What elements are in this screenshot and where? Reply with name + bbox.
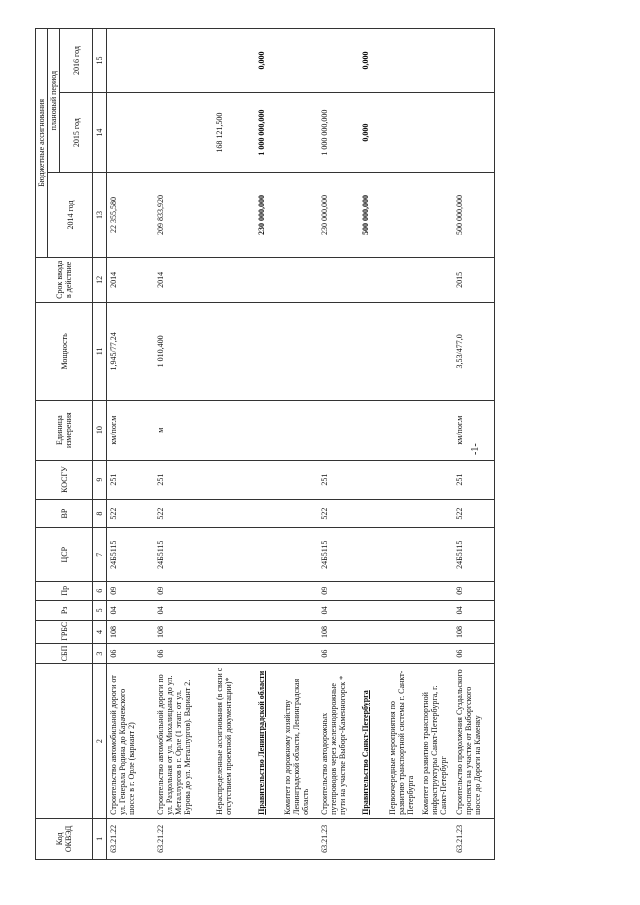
- unit-cell: [359, 400, 386, 460]
- pr-cell: [359, 582, 386, 601]
- desc-cell: Комитет по дорожному хозяйству Ленинградской области, Ленинградская область: [281, 664, 318, 818]
- sbp-cell: 06: [154, 643, 213, 664]
- y2015-cell: [419, 92, 454, 172]
- capacity-cell: [281, 302, 318, 400]
- y2016-cell: [281, 29, 318, 93]
- sbp-cell: [213, 643, 254, 664]
- table-row: [386, 29, 419, 860]
- vr-cell: 522: [107, 499, 154, 528]
- csr-cell: [419, 528, 454, 582]
- sbp-cell: 06: [107, 643, 154, 664]
- kosgu-cell: 251: [318, 460, 359, 499]
- srok-cell: [255, 257, 282, 302]
- okved-cell: [213, 818, 254, 859]
- y2016-cell: [213, 29, 254, 93]
- csr-cell: [281, 528, 318, 582]
- y2014-cell: [281, 173, 318, 257]
- pr-cell: 09: [318, 582, 359, 601]
- desc-cell: Нераспределенные ассигнования (в связи с отсутствием проектной документации)*: [213, 664, 254, 818]
- srok-cell: [386, 257, 419, 302]
- header-2014: 2014 год: [48, 173, 93, 257]
- capacity-cell: 3,53/477,0: [453, 302, 494, 400]
- grbs-cell: 108: [154, 621, 213, 644]
- y2016-cell: [318, 29, 359, 93]
- desc-cell: Строительство автодорожных путепроводов через железнодорожные пути на участке Выборг-Каменногорск *: [318, 664, 359, 818]
- okved-cell: 63.21.23: [453, 818, 494, 859]
- okved-cell: [419, 818, 454, 859]
- header-2015: 2015 год: [60, 92, 93, 172]
- table-row: [419, 29, 454, 860]
- csr-cell: [386, 528, 419, 582]
- vr-cell: [419, 499, 454, 528]
- colnum-1: 1: [93, 818, 107, 859]
- y2016-cell: [386, 29, 419, 93]
- y2014-cell: 500 000,000: [453, 173, 494, 257]
- header-plan: плановый период: [48, 29, 60, 173]
- csr-cell: [213, 528, 254, 582]
- capacity-cell: [359, 302, 386, 400]
- desc-cell: Комитет по развитию транспортной инфраструктуры Санкт-Петербурга, г. Санкт-Петербург: [419, 664, 454, 818]
- desc-cell: Правительство Санкт-Петербурга: [359, 664, 386, 818]
- colnum-12: 12: [93, 257, 107, 302]
- y2014-cell: [213, 173, 254, 257]
- sbp-cell: [359, 643, 386, 664]
- srok-cell: [318, 257, 359, 302]
- table-row: [107, 29, 154, 860]
- y2016-cell: 0,000: [359, 29, 386, 93]
- table-row: [281, 29, 318, 860]
- okved-cell: 63.21.22: [154, 818, 213, 859]
- kosgu-cell: [281, 460, 318, 499]
- kosgu-cell: [359, 460, 386, 499]
- y2014-cell: [386, 173, 419, 257]
- colnum-3: 3: [93, 643, 107, 664]
- page-number: -1-: [470, 443, 481, 455]
- okved-cell: 63.21.23: [318, 818, 359, 859]
- okved-cell: [386, 818, 419, 859]
- capacity-cell: 1,945/77,24: [107, 302, 154, 400]
- y2015-cell: 0,000: [359, 92, 386, 172]
- csr-cell: 24Б5115: [318, 528, 359, 582]
- header-kosgu: КОСГУ: [36, 460, 93, 499]
- sbp-cell: [281, 643, 318, 664]
- header-rz: Рз: [36, 600, 93, 621]
- desc-cell: Строительство продолжения Суздальского проспекта на участке от Выборгского шоссе до Дороги на Каменку: [453, 664, 494, 818]
- desc-cell: Строительство автомобильной дороги по ул. Раздольная от ул. Михалицына до ул. Металлургов в г. Орле (1 этап: от ул. Бурова до ул. Металлургов). Вариант 2.: [154, 664, 213, 818]
- kosgu-cell: 251: [154, 460, 213, 499]
- header-vr: ВР: [36, 499, 93, 528]
- colnum-5: 5: [93, 600, 107, 621]
- okved-cell: 63.21.22: [107, 818, 154, 859]
- okved-cell: [281, 818, 318, 859]
- unit-cell: м: [154, 400, 213, 460]
- kosgu-cell: [386, 460, 419, 499]
- y2014-cell: 209 833,920: [154, 173, 213, 257]
- vr-cell: [213, 499, 254, 528]
- rz-cell: [255, 600, 282, 621]
- srok-cell: 2014: [107, 257, 154, 302]
- desc-cell: Первоочередные мероприятия по развитию транспортной системы г. Санкт-Петербурга: [386, 664, 419, 818]
- pr-cell: [255, 582, 282, 601]
- pr-cell: 09: [154, 582, 213, 601]
- y2015-cell: [453, 92, 494, 172]
- unit-cell: км/пог.м: [107, 400, 154, 460]
- y2015-cell: [154, 92, 213, 172]
- colnum-13: 13: [93, 173, 107, 257]
- rz-cell: [419, 600, 454, 621]
- rz-cell: [213, 600, 254, 621]
- y2015-cell: [281, 92, 318, 172]
- y2016-cell: [453, 29, 494, 93]
- srok-cell: [281, 257, 318, 302]
- kosgu-cell: 251: [107, 460, 154, 499]
- sbp-cell: [255, 643, 282, 664]
- colnum-8: 8: [93, 499, 107, 528]
- rz-cell: [359, 600, 386, 621]
- header-grbs: ГРБС: [36, 621, 93, 644]
- header-capacity: Мощность: [36, 302, 93, 400]
- header-pr: Пр: [36, 582, 93, 601]
- vr-cell: 522: [154, 499, 213, 528]
- grbs-cell: 108: [318, 621, 359, 644]
- y2015-cell: [386, 92, 419, 172]
- unit-cell: км/пог.м: [453, 400, 494, 460]
- kosgu-cell: [255, 460, 282, 499]
- y2015-cell: [107, 92, 154, 172]
- table-row: [213, 29, 254, 860]
- capacity-cell: [386, 302, 419, 400]
- csr-cell: 24Б5115: [453, 528, 494, 582]
- colnum-4: 4: [93, 621, 107, 644]
- header-csr: ЦСР: [36, 528, 93, 582]
- vr-cell: [255, 499, 282, 528]
- header-srok: Срок ввода в действие: [36, 257, 93, 302]
- unit-cell: [419, 400, 454, 460]
- colnum-6: 6: [93, 582, 107, 601]
- table-row: [318, 29, 359, 860]
- vr-cell: 522: [318, 499, 359, 528]
- rz-cell: [281, 600, 318, 621]
- header-2016: 2016 год: [60, 29, 93, 93]
- unit-cell: [281, 400, 318, 460]
- header-sbp: СБП: [36, 643, 93, 664]
- okved-cell: [359, 818, 386, 859]
- pr-cell: [419, 582, 454, 601]
- kosgu-cell: 251: [453, 460, 494, 499]
- sbp-cell: 06: [453, 643, 494, 664]
- kosgu-cell: [213, 460, 254, 499]
- colnum-9: 9: [93, 460, 107, 499]
- grbs-cell: [359, 621, 386, 644]
- desc-cell: Правительство Ленинградской области: [255, 664, 282, 818]
- unit-cell: [255, 400, 282, 460]
- table-body: [93, 29, 495, 860]
- y2014-cell: 230 000,000: [255, 173, 282, 257]
- csr-cell: [359, 528, 386, 582]
- grbs-cell: [281, 621, 318, 644]
- pr-cell: [281, 582, 318, 601]
- srok-cell: [213, 257, 254, 302]
- srok-cell: [419, 257, 454, 302]
- y2014-cell: 500 000,000: [359, 173, 386, 257]
- header-okved: Код ОКВЭД: [36, 818, 93, 859]
- y2016-cell: [154, 29, 213, 93]
- sbp-cell: [419, 643, 454, 664]
- pr-cell: 09: [453, 582, 494, 601]
- grbs-cell: 108: [107, 621, 154, 644]
- rz-cell: 04: [107, 600, 154, 621]
- rz-cell: 04: [154, 600, 213, 621]
- unit-cell: [318, 400, 359, 460]
- header-unit: Единица измерения: [36, 400, 93, 460]
- kosgu-cell: [419, 460, 454, 499]
- grbs-cell: [255, 621, 282, 644]
- grbs-cell: [386, 621, 419, 644]
- capacity-cell: [419, 302, 454, 400]
- y2015-cell: 1 000 000,000: [318, 92, 359, 172]
- srok-cell: 2015: [453, 257, 494, 302]
- sbp-cell: [386, 643, 419, 664]
- header-budget: Бюджетные ассигнования: [36, 29, 48, 258]
- okved-cell: [255, 818, 282, 859]
- budget-table: [35, 28, 495, 860]
- y2014-cell: 22 355,580: [107, 173, 154, 257]
- grbs-cell: 108: [453, 621, 494, 644]
- rz-cell: [386, 600, 419, 621]
- y2016-cell: 0,000: [255, 29, 282, 93]
- desc-cell: Строительство автомобильной дороги от ул. Генерала Родина до Карачевского шоссе в г. Орле (вариант 2): [107, 664, 154, 818]
- colnum-15: 15: [93, 29, 107, 93]
- capacity-cell: [255, 302, 282, 400]
- table-row: [255, 29, 282, 860]
- srok-cell: 2014: [154, 257, 213, 302]
- srok-cell: [359, 257, 386, 302]
- table-row: [154, 29, 213, 860]
- capacity-cell: 1 010,400: [154, 302, 213, 400]
- y2014-cell: [419, 173, 454, 257]
- vr-cell: [386, 499, 419, 528]
- header-desc: [36, 664, 93, 818]
- vr-cell: [281, 499, 318, 528]
- y2015-cell: 168 121,500: [213, 92, 254, 172]
- vr-cell: [359, 499, 386, 528]
- pr-cell: [386, 582, 419, 601]
- colnum-11: 11: [93, 302, 107, 400]
- rz-cell: 04: [318, 600, 359, 621]
- y2014-cell: 230 000,000: [318, 173, 359, 257]
- colnum-7: 7: [93, 528, 107, 582]
- csr-cell: [255, 528, 282, 582]
- csr-cell: 24Б5115: [154, 528, 213, 582]
- capacity-cell: [213, 302, 254, 400]
- vr-cell: 522: [453, 499, 494, 528]
- colnum-2: 2: [93, 664, 107, 818]
- colnum-14: 14: [93, 92, 107, 172]
- grbs-cell: [419, 621, 454, 644]
- y2015-cell: 1 000 000,000: [255, 92, 282, 172]
- sbp-cell: 06: [318, 643, 359, 664]
- capacity-cell: [318, 302, 359, 400]
- y2016-cell: [419, 29, 454, 93]
- unit-cell: [386, 400, 419, 460]
- pr-cell: 09: [107, 582, 154, 601]
- rz-cell: 04: [453, 600, 494, 621]
- y2016-cell: [107, 29, 154, 93]
- csr-cell: 24Б5115: [107, 528, 154, 582]
- pr-cell: [213, 582, 254, 601]
- table-row: [359, 29, 386, 860]
- colnum-10: 10: [93, 400, 107, 460]
- grbs-cell: [213, 621, 254, 644]
- unit-cell: [213, 400, 254, 460]
